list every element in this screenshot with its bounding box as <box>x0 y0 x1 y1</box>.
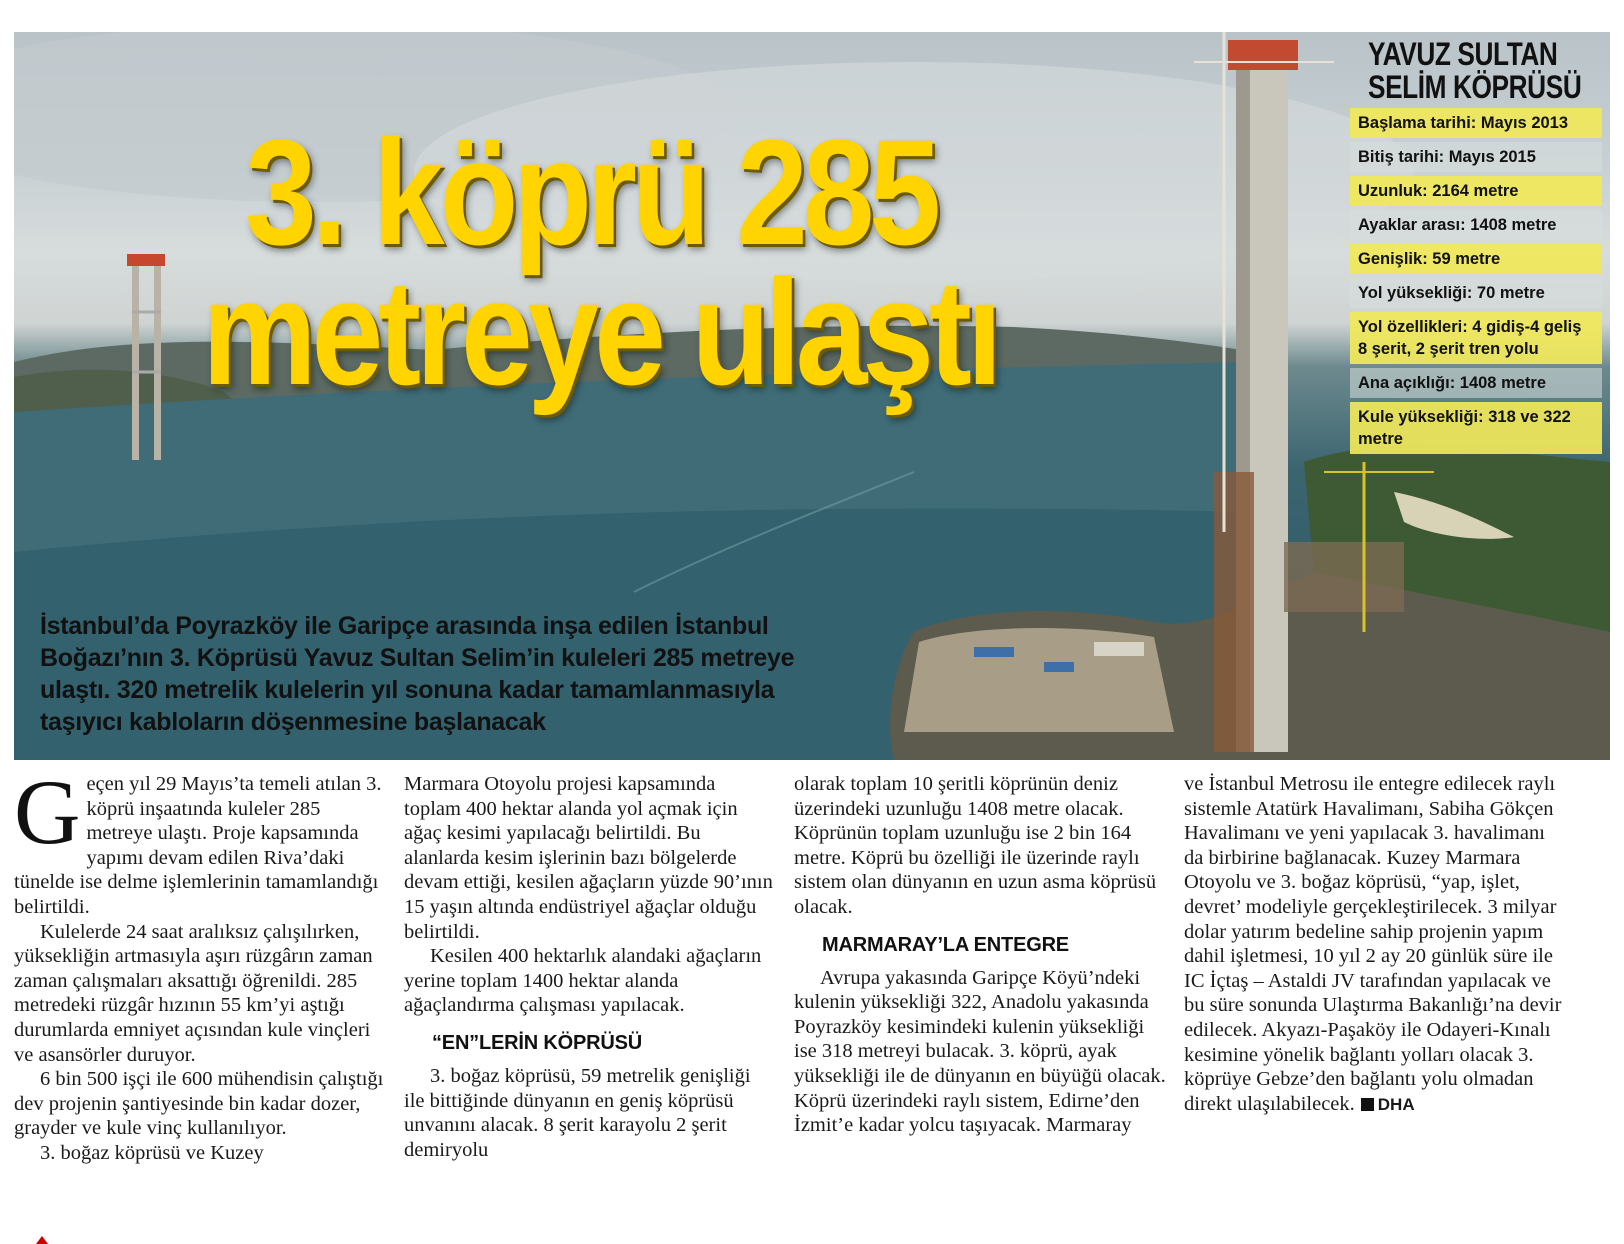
headline-line-1: 3. köprü 285 <box>245 108 936 276</box>
fact-box-title-line-2: SELİM KÖPRÜSÜ <box>1368 69 1582 105</box>
fact-span-between-legs: Ayaklar arası: 1408 metre <box>1350 210 1602 240</box>
article-paragraph: Kulelerde 24 saat aralıksız çalışılırken, yüksekliğin artmasıyla aşırı rüzgârın zaman zaman çalışmaları aksattığı öğrenildi. 285 metredeki rüzgâr hızının 55 km’yi aştığı durumlarda emniyet açısından kule vinçleri ve asansörler duruyor. <box>14 920 373 1066</box>
article-paragraph: Avrupa yakasında Garipçe Köyü’ndeki kulenin yüksekliği 322, Anadolu yakasında Poyrazköy kesimindeki kulenin yüksekliği ise 318 metreyi bulacak. 3. köprü, ayak yüksekliği ile de dünyanın en büyüğü olacak. Köprü üzerindeki raylı sistem, Edirne’den İzmit’e kadar yolcu taşıyacak. Marmaray <box>794 966 1166 1137</box>
fact-road-features: Yol özellikleri: 4 gidiş-4 geliş 8 şerit, 2 şerit tren yolu <box>1350 312 1602 364</box>
fact-box <box>1350 38 1602 458</box>
news-agency-credit <box>1355 1095 1415 1114</box>
lede-paragraph: İstanbul’da Poyrazköy ile Garipçe arasında inşa edilen İstanbul Boğazı’nın 3. Köprüsü Yavuz Sultan Selim’in kuleleri 285 metreye ulaştı. 320 metrelik kulelerin yıl sonuna kadar tamamlanmasıyla taşıyıcı kabloların döşenmesine başlanacak <box>40 612 795 736</box>
subheading-biggest-bridge: “EN”LERİN KÖPRÜSÜ <box>432 1031 642 1054</box>
fact-width: Genişlik: 59 metre <box>1350 244 1602 274</box>
article-column-2 <box>404 772 776 1162</box>
fact-end-date: Bitiş tarihi: Mayıs 2015 <box>1350 142 1602 172</box>
article-column-4 <box>1184 772 1564 1117</box>
article-column-3 <box>794 772 1166 1138</box>
article-column-1 <box>14 761 386 1166</box>
article-paragraph: olarak toplam 10 şeritli köprünün deniz üzerindeki uzunluğu 1408 metre olacak. Köprünün toplam uzunluğu ise 2 bin 164 metre. Köprü bu özelliği ile üzerinde raylı sistem olan dünyanın en uzun asma köprüsü olacak. <box>794 773 1157 918</box>
credit-label: DHA <box>1377 1094 1415 1114</box>
fact-length: Uzunluk: 2164 metre <box>1350 176 1602 206</box>
fact-list <box>1350 108 1602 454</box>
headline <box>202 108 998 416</box>
subheading-marmaray: MARMARAY’LA ENTEGRE <box>822 933 1069 956</box>
fact-box-title <box>1368 36 1582 105</box>
article-paragraph: 6 bin 500 işçi ile 600 mühendisin çalıştığı dev projenin şantiyesinde bin kadar dozer, grayder ve kule vinç kullanılıyor. <box>14 1068 384 1140</box>
end-mark-square-icon <box>1361 1098 1374 1111</box>
fact-start-date: Başlama tarihi: Mayıs 2013 <box>1350 108 1602 138</box>
article-paragraph: 3. boğaz köprüsü ve Kuzey <box>40 1141 264 1164</box>
drop-cap: G <box>14 761 81 863</box>
fact-road-height: Yol yüksekliği: 70 metre <box>1350 278 1602 308</box>
article-body <box>14 761 1610 1240</box>
page-corner-marker-icon <box>36 1236 48 1244</box>
article-paragraph <box>14 761 386 920</box>
article-paragraph <box>1184 772 1564 1117</box>
headline-line-2: metreye ulaştı <box>202 248 998 416</box>
article-paragraph: Marmara Otoyolu projesi kapsamında toplam 400 hektar alanda yol açmak için ağaç kesimi yapılacağı belirtildi. Bu alanlarda kesim işlerinin bazı bölgelerde devam ettiği, kesilen ağaçların yüzde 90’ının 15 yaşın altında endüstriyel ağaçlar olduğu belirtildi. <box>404 773 773 943</box>
article-paragraph: Kesilen 400 hektarlık alandaki ağaçların yerine toplam 1400 hektar alanda ağaçlandırma çalışması yapılacak. <box>404 945 762 1017</box>
article-paragraph-text: ve İstanbul Metrosu ile entegre edilecek raylı sistemle Atatürk Havalimanı, Sabiha Gökçen Havalimanı ve yeni yapılacak 3. havalimanı da birbirine bağlanacak. Kuzey Marmara Otoyolu ve 3. boğaz köprüsü, “yap, işlet, devret’ modeliyle gerçekleştirilecek. 3 milyar dolar yatırım bedeline sahip projenin yapım dahil işletmesi, 10 yıl 2 ay 20 günlük süre ile IC İçtaş – Astaldi JV tarafından yapılacak ve bu süre sonunda Ulaştırma Bakanlığı’na devir edilecek. Akyazı-Paşaköy ile Odayeri-Kınalı kesimine yönelik bağlantı yolları olacak 3. köprüye Gebze’den bağlantı yolu olmadan direkt ulaşılabilecek. <box>1184 773 1562 1115</box>
fact-tower-height: Kule yüksekliği: 318 ve 322 metre <box>1350 402 1602 454</box>
article-paragraph-text: eçen yıl 29 Mayıs’ta temeli atılan 3. köprü inşaatında kuleler 285 metreye ulaştı. Proje kapsamında yapımı devam edilen Riva’daki tünelde ise delme işlemlerinin tamamlandığı belirtildi. <box>14 773 382 918</box>
article-paragraph: 3. boğaz köprüsü, 59 metrelik genişliği ile bittiğinde dünyanın en geniş köprüsü unvanını alacak. 8 şerit karayolu 2 şerit demiryolu <box>404 1064 751 1161</box>
fact-box-title-line-1: YAVUZ SULTAN <box>1368 36 1558 72</box>
fact-main-span: Ana açıklığı: 1408 metre <box>1350 368 1602 398</box>
